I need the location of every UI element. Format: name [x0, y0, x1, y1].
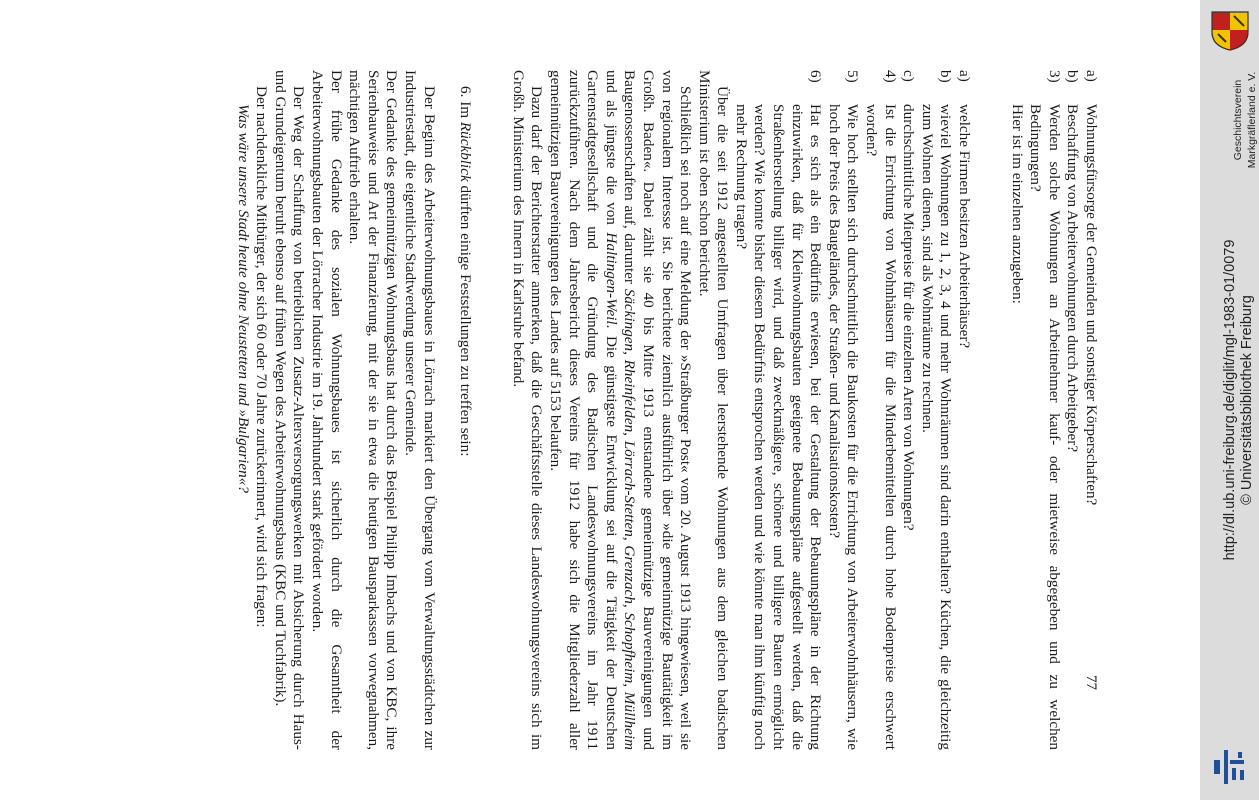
paragraph: Der nachdenkliche Mitbürger, der sich 60 oder 70 Jahre zurückerinnert, wird sich fragen:: [253, 86, 271, 628]
list-marker: a): [956, 70, 974, 82]
list-item: [1007, 70, 1026, 750]
page-text-rotated: [100, 70, 1100, 750]
org-name-line1: Geschichtsverein: [1232, 79, 1244, 161]
list-item: [1063, 70, 1082, 750]
list-text: Beschaffung von Arbeiterwohnungen durch Arbeitgeber?: [1064, 104, 1082, 453]
list-marker: 6): [807, 70, 825, 83]
list-item: [899, 70, 918, 750]
list-item: [1081, 70, 1100, 750]
list-marker: a): [1083, 70, 1100, 82]
library-logo-icon: [1210, 746, 1250, 786]
place-names: Säckingen, Rheinfelden, Lörrach-Stetten, Grenzach, Schopfheim, Müllheim: [621, 288, 639, 751]
crest-logo-icon: [1208, 8, 1252, 52]
paragraph: Der frühe Gedanke des sozialen Wohnungsbaues ist sicherlich durch die Gesamtheit der Arbeiterwohnungsbauten der Lörracher Industrie im 19. Jahrhundert stark gefördert worden.: [309, 70, 345, 750]
paragraph: Dazu darf der Berichterstatter anmerken, daß die Geschäftsstelle dieses Landeswohnungsvereins sich im Großh. Ministerium des Innern in Karlsruhe befand.: [509, 70, 546, 750]
list-text: wieviel Wohnungen zu 1, 2, 3, 4 und mehr Wohnräumen sind darin enthalten? Küchen, die gleichzeitig zum Wohnen dienen, sind als Wohnräume zu rechnen.: [918, 104, 955, 750]
paragraph: Schließlich sei noch auf eine Meldung der »Straßburger Post« vom 20. August 1913 hingewiesen, weil sie von regionalem Interesse ist. Sie berichtete ziemlich ausführlich über »die gemeinnützige Bautätigkeit im Großh. Baden«. Dabei zählt sie 40 bis Mitte 1913 entstandene gemeinnützige Bauvereinigungen und Baugenossenschaften auf, darunter Säckingen, Rheinfelden, Lörrach-Stetten, Grenzach, Schopfheim, Müllheim und als jüngste die von Haltingen-Weil. Die günstigste Entwicklung sei auf die Tätigkeit der Deutschen Gartenstadtgesellschaft und die Gründung des Badischen Landeswohnungsvereins im Jahr 1911 zurückzuführen. Nach dem Jahresbericht dieses Vereins für 1912 habe sich die Mitgliederzahl aller gemeinnützigen Bauvereinigungen des Landes auf 5153 belaufen.: [546, 70, 695, 751]
list-text: durchschnittliche Mietpreise für die einzelnen Arten von Wohnungen?: [900, 104, 918, 531]
list-item: [917, 70, 954, 750]
list-text: Ist die Errichtung von Wohnhäusern für die Minderbemittelten durch hohe Bodenpreise erschwert worden?: [863, 104, 899, 750]
place-name: Haltingen-Weil: [602, 232, 620, 325]
list-marker: b): [1064, 70, 1082, 83]
list-item: [1026, 70, 1063, 750]
list-text: Wie hoch stellten sich durchschnittlich die Baukosten für die Errichtung von Arbeiterwohnhäusern, wie hoch der Preis des Baugeländes, der Straßen- und Kanalisationskosten?: [825, 104, 862, 750]
list-text: Wohnungsfürsorge der Gemeinden und sonstiger Körperschaften?: [1083, 104, 1100, 506]
list-marker: 5): [844, 70, 862, 83]
paragraph: Der Beginn des Arbeiterwohnungsbaues in Lörrach markiert den Übergang vom Verwaltungsstädtchen zur Industriestadt, die eigentliche Stadtwerdung unserer Gemeinde.: [402, 70, 438, 750]
list-item: [731, 70, 824, 750]
list-marker: c): [900, 70, 918, 82]
paragraph: Der Weg der Schaffung von betrieblichen Zusatz-Altersversorgungswerken mit Absicherung durch Haus- und Grundeigentum beruht ebenso auf frühen Wegen des Arbeiterwohnungsbaus (KBC und Tuchfabrik).: [271, 70, 308, 750]
list-item: [824, 70, 861, 750]
org-name-line2: Markgräflerland e. V.: [1246, 71, 1258, 169]
paragraph: Über die seit 1912 angestellten Umfragen über leerstehende Wohnungen aus dem gleichen badischen Ministerium ist oben schon berichtet.: [695, 70, 732, 750]
page-number: 77: [1083, 675, 1099, 690]
list-marker: b): [937, 70, 955, 83]
list-text: Werden solche Wohnungen an Arbeitnehmer kauf- oder mietweise abgegeben und zu welchen Bedingungen?: [1027, 104, 1063, 750]
list-item: [861, 70, 898, 750]
detail-intro: Hier ist im einzelnen anzugeben:: [1008, 104, 1026, 304]
list-item: [954, 70, 973, 750]
list-text: welche Firmen besitzen Arbeiterhäuser?: [956, 104, 974, 349]
paragraph: Der Gedanke des gemeinnützigen Wohnungsbaus hat durch das Beispiel Philipp Imbachs und von KBC, ihre Serienbauweise und Art der Finanzierung, mit der sie in etwa die heutigen Bausparkassen vorwegnahmen, mächtigen Auftrieb erhalten.: [346, 70, 401, 750]
list-text: Hat es sich als ein Bedürfnis erwiesen, bei der Gestaltung der Bebauungspläne in der Richtung einzuwirken, daß für Kleinwohnungsbauten geeignete Bebauungspläne aufgestellt werden, daß die Straßenherstellung billiger wird, und daß zweckmäßigere, schönere und billigere Bauten ermöglicht werden? Wie konnte bisher diesem Bedürfnis entsprochen werden und wie könnte man ihm künftig noch mehr Rechnung tragen?: [732, 104, 825, 750]
list-marker: 4): [881, 70, 899, 83]
list-marker: 3): [1045, 70, 1063, 83]
section-heading: 6. Im Rückblick dürften einige Feststellungen zu treffen sein:: [457, 86, 475, 457]
closing-question: Was wäre unsere Stadt heute ohne Neustetten und »Bulgarien«?: [234, 104, 252, 493]
